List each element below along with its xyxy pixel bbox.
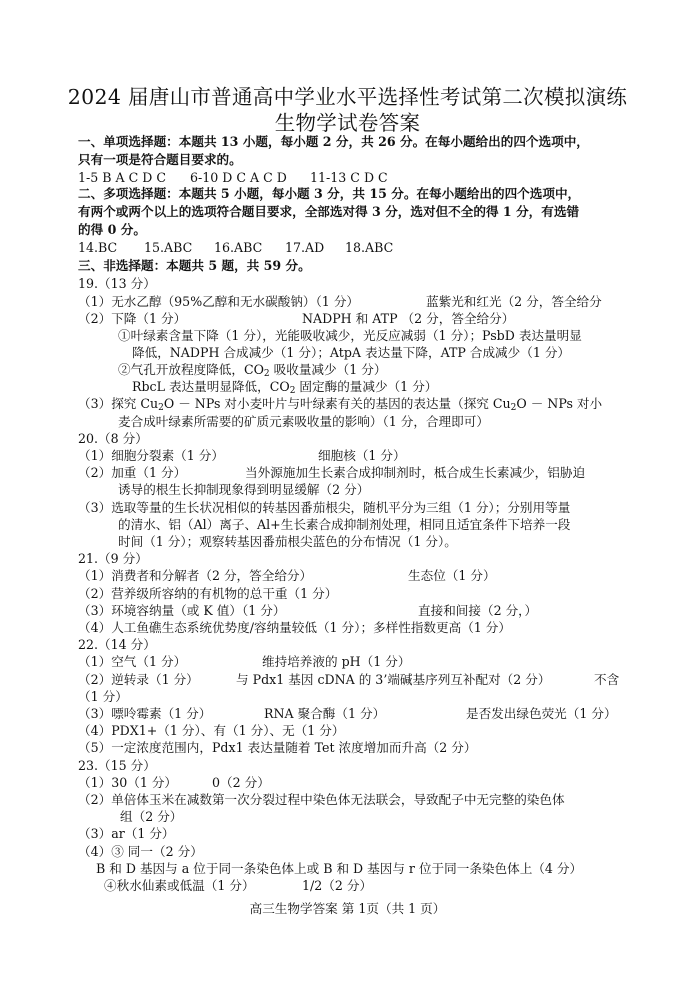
q22-line3: （1 分）	[78, 689, 128, 704]
q23-line2: （2）单倍体玉米在减数第一次分裂过程中染色体无法联会，导致配子中无完整的染色体	[78, 792, 565, 807]
q23-line1b: 0（2 分）	[212, 775, 270, 790]
q20-line5: 的清水、铝（Al）离子、Al+生长素合成抑制剂处理，相同且适宜条件下培养一段	[118, 517, 571, 532]
title-line-1: 2024 届唐山市普通高中学业水平选择性考试第二次模拟演练	[67, 85, 628, 109]
part1-answers-2: 6-10 D C A C D	[190, 170, 287, 185]
q23-line1a: （1）30（1 分）	[78, 775, 178, 790]
q20-line1a: （1）细胞分裂素（1 分）	[78, 448, 224, 463]
part2-answer-18: 18.ABC	[345, 240, 394, 255]
q22-line4a: （3）嘌呤霉素（1 分）	[78, 706, 212, 721]
q22-line6: （5）一定浓度范围内，Pdx1 表达量随着 Tet 浓度增加而升高（2 分）	[78, 740, 477, 755]
part2-heading-a: 二、多项选择题：本题共 5 小题，每小题 3 分，共 15 分。在每小题给出的四个选项中，	[78, 186, 581, 201]
q20-line4: （3）选取等量的生长状况相似的转基因番茄根尖，随机平分为三组（1 分）；分别用等量	[78, 500, 571, 515]
q23-line4: （3）ar（1 分）	[78, 826, 175, 841]
q21-line1a: （1）消费者和分解者（2 分，答全给分）	[78, 568, 313, 583]
q22-line2b: 与 Pdx1 基因 cDNA 的 3’端碱基序列互补配对（2 分）	[236, 672, 551, 687]
part2-heading-b: 有两个或两个以上的选项符合题目要求，全部选对得 3 分，选对但不全的得 1 分，有选错	[78, 204, 580, 219]
part2-heading-c: 的得 0 分。	[78, 222, 146, 237]
q20-line2b: 当外源施加生长素合成抑制剂时，柢合成生长素减少，铝胁迫	[245, 465, 586, 480]
part1-answers-1: 1-5 B A C D C	[78, 170, 167, 185]
q22-line2a: （2）逆转录（1 分）	[78, 672, 199, 687]
q22-line4b: RNA 聚合酶（1 分）	[264, 706, 386, 721]
part2-answer-17: 17.AD	[285, 240, 325, 255]
q20-line1b: 细胞核（1 分）	[318, 448, 406, 463]
q22-line4c: 是否发出绿色荧光（1 分）	[466, 706, 617, 721]
part2-answer-15: 15.ABC	[144, 240, 193, 255]
q19-line2b: NADPH 和 ATP （2 分，答全给分）	[302, 311, 515, 326]
part1-answers-3: 11-13 C D C	[310, 170, 388, 185]
page-footer: 高三生物学答案 第 1页（共 1 页）	[249, 901, 446, 916]
q19-line2a: （2）下降（1 分）	[78, 311, 187, 326]
part1-heading-b: 只有一项是符合题目要求的。	[78, 152, 242, 167]
q19-line8: 麦合成叶绿素所需要的矿质元素吸收量的影响）（1 分，合理即可）	[118, 414, 489, 429]
part1-heading-a: 一、单项选择题：本题共 13 小题，每小题 2 分，共 26 分。在每小题给出的四个选项中，	[78, 134, 589, 149]
q20-line3: 诱导的根生长抑制现象得到明显缓解（2 分）	[118, 482, 370, 497]
q23-line7a: ④秋水仙素或低温（1 分）	[104, 878, 255, 893]
q20-head: 20.（8 分）	[78, 431, 148, 446]
q19-line1a: （1）无水乙醇（95%乙醇和无水碳酸钠）（1 分）	[78, 294, 360, 309]
q21-line1b: 生态位（1 分）	[408, 568, 496, 583]
q21-line3b: 直接和间接（2 分，）	[418, 603, 538, 618]
q22-line1b: 维持培养液的 pH（1 分）	[262, 654, 411, 669]
q19-line5: ②气孔开放程度降低，$CO_2$ 吸收量减少（1 分）	[118, 362, 387, 379]
q20-line2a: （2）加重（1 分）	[78, 465, 187, 480]
q19-line7: （3）探究 $Cu_2O$ － NPs 对小麦叶片与叶绿素有关的基因的表达量（探究 $Cu_2O$ － NPs 对小	[78, 396, 603, 413]
q23-line6: B 和 D 基因与 a 位于同一条染色体上或 B 和 D 基因与 r 位于同一条染色体上（4 分）	[96, 861, 583, 876]
q22-line1a: （1）空气（1 分）	[78, 654, 187, 669]
q21-line4: （4）人工鱼礁生态系统优势度/容纳量较低（1 分）；多样性指数更高（1 分）	[78, 620, 511, 635]
q19-line4: 降低，NADPH 合成减少（1 分）；AtpA 表达量下降，ATP 合成减少（1 分）	[132, 345, 571, 360]
q21-head: 21.（9 分）	[78, 551, 148, 566]
q19-line1b: 蓝紫光和红光（2 分，答全给分	[426, 294, 602, 309]
q21-line3a: （3）环境容纳量（或 K 值）（1 分）	[78, 603, 286, 618]
q22-head: 22.（14 分）	[78, 637, 156, 652]
title-line-2: 生物学试卷答案	[274, 111, 421, 135]
q22-line2c: 不含	[594, 672, 620, 687]
part2-answer-14: 14.BC	[78, 240, 118, 255]
q23-line3: 组（2 分）	[120, 809, 183, 824]
q20-line6: 时间（1 分）；观察转基因番茄根尖蓝色的分布情况（1 分）。	[118, 534, 457, 549]
part3-heading: 三、非选择题：本题共 5 题，共 59 分。	[78, 258, 311, 273]
q22-line5: （4）PDX1+（1 分）、有（1 分）、无（1 分）	[78, 723, 345, 738]
q23-line5: （4）③ 同一（2 分）	[78, 844, 203, 859]
q23-line7b: 1/2（2 分）	[302, 878, 373, 893]
q19-line3: ①叶绿素含量下降（1 分），光能吸收减少，光反应减弱（1 分）；PsbD 表达量明显	[118, 328, 582, 343]
q23-head: 23.（15 分）	[78, 758, 156, 773]
q21-line2: （2）营养级所容纳的有机物的总干重（1 分）	[78, 586, 338, 601]
q19-head: 19.（13 分）	[78, 276, 156, 291]
part2-answer-16: 16.ABC	[214, 240, 263, 255]
q19-line6: RbcL 表达量明显降低，$CO_2$ 固定酶的量减少（1 分）	[132, 379, 438, 396]
